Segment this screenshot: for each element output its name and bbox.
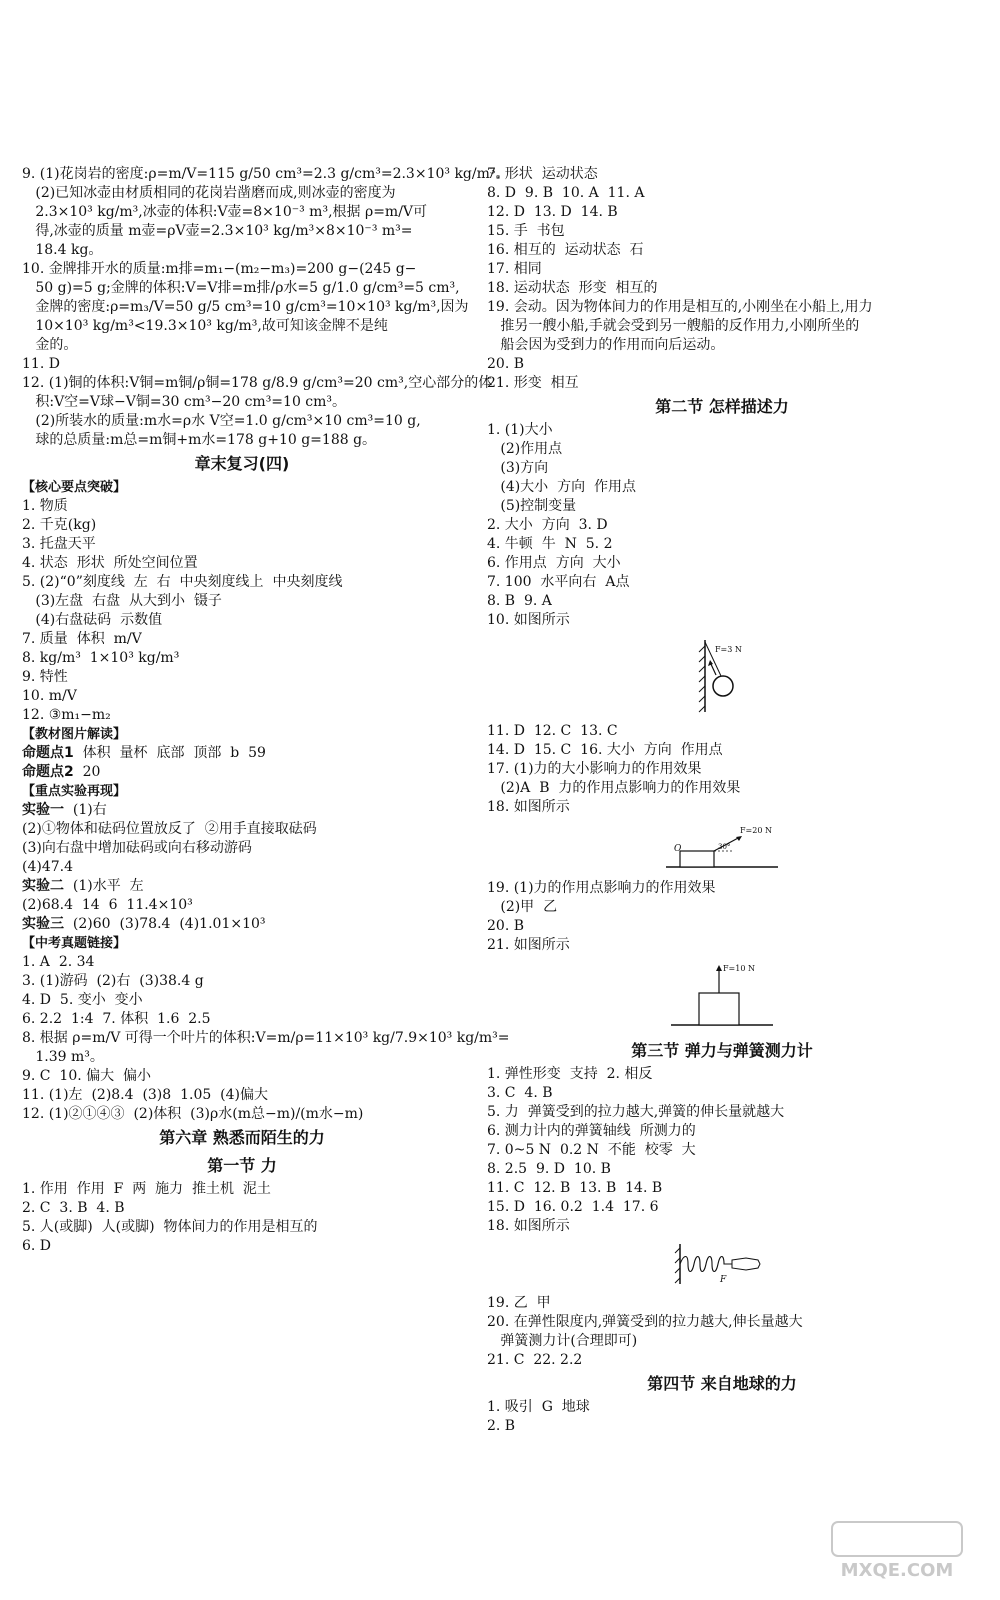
- answer-line: 1. 作用 作用 F 两 施力 推土机 泥土: [22, 1181, 271, 1197]
- wall-hatching: [699, 646, 705, 712]
- angle-label: 30°: [718, 843, 731, 851]
- experiment-label: 实验三: [22, 916, 64, 932]
- section-heading-s2: 第二节 怎样描述力: [655, 397, 789, 416]
- answer-line: 14. D 15. C 16. 大小 方向 作用点: [487, 742, 723, 758]
- answer-line: 3. C 4. B: [487, 1085, 553, 1101]
- answer-line: 9. (1)花岗岩的密度:ρ=m/V=115 g/50 cm³=2.3 g/cm³=2.3×10³ kg/m³。: [22, 166, 510, 182]
- answers-block-d: [487, 879, 957, 955]
- answer-line: 2. C 3. B 4. B: [22, 1200, 125, 1216]
- answer-line: (3)方向: [487, 460, 549, 476]
- figure-ball-on-wall: [687, 634, 757, 716]
- answer-line: (5)控制变量: [487, 498, 577, 514]
- experiment-label: 实验二: [22, 878, 64, 894]
- point-text: 20: [73, 764, 101, 780]
- box-shape: [680, 851, 714, 867]
- answer-line: [22, 915, 462, 934]
- hand-shape: [732, 1258, 760, 1270]
- answer-line: 1. 弹性形变 支持 2. 相反: [487, 1066, 653, 1082]
- force-label: F=3 N: [715, 645, 742, 654]
- answer-line: (2)甲 乙: [487, 899, 558, 915]
- answer-line: 12. ③m₁−m₂: [22, 707, 111, 723]
- answers-block-d: [22, 953, 510, 1124]
- answer-line: 6. 2.2 1:4 7. 体积 1.6 2.5: [22, 1011, 211, 1027]
- answer-line: 7. 0~5 N 0.2 N 不能 校零 大: [487, 1142, 696, 1158]
- section-heading-s4: 第四节 来自地球的力: [647, 1374, 797, 1393]
- spring-coil: [680, 1257, 732, 1272]
- answer-line: 9. 特性: [22, 669, 68, 685]
- answer-line: 8. B 9. A: [487, 593, 552, 609]
- answer-line: 5. (2)“0”刻度线 左 右 中央刻度线上 中央刻度线: [22, 574, 343, 590]
- answer-line: (2)作用点: [487, 441, 563, 457]
- answer-line: 1.39 m³。: [22, 1049, 104, 1065]
- bracket-heading-core: 【核心要点突破】: [22, 480, 127, 495]
- answer-line: 21. 形变 相互: [487, 375, 579, 391]
- answer-line: (2)所装水的质量:m水=ρ水 V空=1.0 g/cm³×10 cm³=10 g,: [22, 413, 421, 429]
- answer-line: 12. (1)②①④③ (2)体积 (3)ρ水(m总−m)/(m水−m): [22, 1106, 364, 1122]
- answer-line: 10×10³ kg/m³<19.3×10³ kg/m³,故可知该金牌不是纯: [22, 318, 388, 334]
- answer-line: 19. (1)力的作用点影响力的作用效果: [487, 880, 716, 896]
- answer-line: 10. 金牌排开水的质量:m排=m₁−(m₂−m₃)=200 g−(245 g−: [22, 261, 417, 277]
- answer-line: 8. 根据 ρ=m/V 可得一个叶片的体积:V=m/ρ=11×10³ kg/7.9×10³ kg/m³=: [22, 1030, 510, 1046]
- figure-box-pulled: [662, 821, 782, 873]
- answer-line: (3)左盘 右盘 从大到小 镊子: [22, 593, 222, 609]
- answer-line: (4)47.4: [22, 859, 74, 875]
- watermark-frame: [832, 1522, 962, 1556]
- answer-line: 3. 托盘天平: [22, 536, 96, 552]
- bracket-heading-exam: 【中考真题链接】: [22, 936, 127, 951]
- section-heading-s1: 第一节 力: [207, 1156, 277, 1175]
- answer-line: (2)①物体和砝码位置放反了 ②用手直接取砝码: [22, 821, 317, 837]
- answer-line: 5. 人(或脚) 人(或脚) 物体间力的作用是相互的: [22, 1219, 318, 1235]
- answer-line: 推另一艘小船,手就会受到另一艘船的反作用力,小刚所坐的: [487, 318, 860, 334]
- answer-line: 5. 力 弹簧受到的拉力越大,弹簧的伸长量就越大: [487, 1104, 785, 1120]
- answer-line: 球的总质量:m总=m铜+m水=178 g+10 g=188 g。: [22, 432, 377, 448]
- answer-line: (2)已知冰壶由材质相同的花岗岩凿磨而成,则冰壶的密度为: [22, 185, 396, 201]
- answer-line: 7. 质量 体积 m/V: [22, 631, 142, 647]
- answer-line: (4)大小 方向 作用点: [487, 479, 636, 495]
- answer-line: 1. A 2. 34: [22, 954, 95, 970]
- answer-line: 12. (1)铜的体积:V铜=m铜/ρ铜=178 g/8.9 g/cm³=20 cm³,空心部分的体: [22, 375, 493, 391]
- answers-block-b: [487, 421, 957, 630]
- answer-line: 17. 相同: [487, 261, 542, 277]
- ball-shape: [713, 676, 733, 696]
- answer-line: 21. C 22. 2.2: [487, 1352, 583, 1368]
- answers-block-f: [487, 1294, 957, 1370]
- answer-line: 11. (1)左 (2)8.4 (3)8 1.05 (4)偏大: [22, 1087, 268, 1103]
- answer-line: 4. 状态 形状 所处空间位置: [22, 555, 198, 571]
- answer-line: 6. D: [22, 1238, 52, 1254]
- force-label: F=10 N: [723, 964, 755, 973]
- answer-line: 2. 千克(kg): [22, 517, 97, 533]
- answer-line: [22, 744, 462, 763]
- answer-line: 18. 运动状态 形变 相互的: [487, 280, 658, 296]
- figure-box-upward-force: [667, 959, 777, 1031]
- answer-line: 9. C 10. 偏大 偏小: [22, 1068, 152, 1084]
- point-label: 命题点2: [22, 764, 74, 780]
- answers-block-e: [487, 1065, 957, 1236]
- answer-line: 21. 如图所示: [487, 937, 570, 953]
- section-heading-review: 章末复习(四): [194, 454, 290, 473]
- answer-line: 2. 大小 方向 3. D: [487, 517, 608, 533]
- answer-line: 19. 乙 甲: [487, 1295, 551, 1311]
- answer-line: 18. 如图所示: [487, 1218, 570, 1234]
- answer-line: 20. B: [487, 356, 525, 372]
- force-label: F=20 N: [740, 826, 772, 835]
- answer-line: 11. D 12. C 13. C: [487, 723, 618, 739]
- answer-line: 6. 作用点 方向 大小: [487, 555, 621, 571]
- arrow-head: [708, 660, 713, 666]
- answer-line: 10. m/V: [22, 688, 77, 704]
- answer-line: 得,冰壶的质量 m壶=ρV壶=2.3×10³ kg/m³×8×10⁻³ m³=: [22, 223, 413, 239]
- answer-line: 7. 形状 运动状态: [487, 166, 598, 182]
- answer-line: 3. (1)游码 (2)右 (3)38.4 g: [22, 973, 204, 989]
- answer-line: 8. D 9. B 10. A 11. A: [487, 185, 645, 201]
- answer-line: 4. D 5. 变小 变小: [22, 992, 143, 1008]
- answer-line: 8. kg/m³ 1×10³ kg/m³: [22, 650, 180, 666]
- watermark-logo: [812, 1520, 982, 1580]
- answer-line: 50 g)=5 g;金牌的体积:V=V排=m排/ρ水=5 g/1.0 g/cm³=5 cm³,: [22, 280, 460, 296]
- answer-line: 15. 手 书包: [487, 223, 565, 239]
- answer-line: 18. 如图所示: [487, 799, 570, 815]
- answer-line: (2)A B 力的作用点影响力的作用效果: [487, 780, 741, 796]
- answers-block-g: [487, 1398, 957, 1436]
- section-heading-s3: 第三节 弹力与弹簧测力计: [631, 1041, 813, 1060]
- force-label: F: [720, 1275, 727, 1285]
- answer-line: [22, 763, 462, 782]
- answer-line: (3)向右盘中增加砝码或向右移动游码: [22, 840, 252, 856]
- answer-line: 1. 吸引 G 地球: [487, 1399, 590, 1415]
- answer-line: 金的。: [22, 337, 78, 353]
- answer-line: 2.3×10³ kg/m³,冰壶的体积:V壶=8×10⁻³ m³,根据 ρ=m/V可: [22, 204, 428, 220]
- answer-line: 16. 相互的 运动状态 石: [487, 242, 644, 258]
- bracket-heading-figures: 【教材图片解读】: [22, 727, 127, 742]
- point-text: 体积 量杯 底部 顶部 b 59: [73, 745, 266, 761]
- answer-line: 18.4 kg。: [22, 242, 103, 258]
- chapter-heading: 第六章 熟悉而陌生的力: [159, 1128, 325, 1147]
- answer-line: 10. 如图所示: [487, 612, 570, 628]
- answer-line: 6. 测力计内的弹簧轴线 所测力的: [487, 1123, 696, 1139]
- answer-line: 11. C 12. B 13. B 14. B: [487, 1180, 663, 1196]
- experiment-text: (1)水平 左: [64, 878, 144, 894]
- experiment-text: (1)右: [64, 802, 107, 818]
- figure-spring-hand: [672, 1240, 772, 1288]
- answer-line: (4)右盘砝码 示数值: [22, 612, 163, 628]
- answer-line: 20. B: [487, 918, 525, 934]
- answer-line: 弹簧测力计(合理即可): [487, 1333, 638, 1349]
- answer-line: 1. 物质: [22, 498, 68, 514]
- answer-line: [22, 877, 462, 896]
- answer-line: 20. 在弹性限度内,弹簧受到的拉力越大,伸长量越大: [487, 1314, 803, 1330]
- watermark-text: MXQE.COM: [840, 1560, 954, 1580]
- answer-line: 船会因为受到力的作用而向后运动。: [487, 337, 725, 353]
- answer-line: 12. D 13. D 14. B: [487, 204, 618, 220]
- bracket-heading-experiments: 【重点实验再现】: [22, 784, 127, 799]
- answers-block-e: [22, 1180, 462, 1256]
- point-o-label: O: [674, 844, 682, 854]
- right-column: [487, 165, 957, 1436]
- answer-line: (2)68.4 14 6 11.4×10³: [22, 897, 193, 913]
- answer-line: 7. 100 水平向右 A点: [487, 574, 630, 590]
- answer-line: [22, 801, 462, 820]
- answer-line: 金牌的密度:ρ=m₃/V=50 g/5 cm³=10 g/cm³=10×10³ kg/m³,因为: [22, 299, 469, 315]
- experiment-label: 实验一: [22, 802, 64, 818]
- answer-line: 11. D: [22, 356, 60, 372]
- answers-block-a: [487, 165, 957, 393]
- arrow-head: [716, 965, 722, 971]
- box-shape: [699, 993, 739, 1025]
- answer-line: 4. 牛顿 牛 N 5. 2: [487, 536, 613, 552]
- answer-line: 17. (1)力的大小影响力的作用效果: [487, 761, 702, 777]
- answer-line: 1. (1)大小: [487, 422, 553, 438]
- experiment-text: (2)60 (3)78.4 (4)1.01×10³: [64, 916, 266, 932]
- answer-line: 15. D 16. 0.2 1.4 17. 6: [487, 1199, 659, 1215]
- answer-line: 19. 会动。因为物体间力的作用是相互的,小刚坐在小船上,用力: [487, 299, 873, 315]
- answers-block-c: [487, 722, 957, 817]
- answers-block-b: [22, 497, 462, 725]
- point-label: 命题点1: [22, 745, 74, 761]
- answer-line: 8. 2.5 9. D 10. B: [487, 1161, 611, 1177]
- answer-line: 积:V空=V球−V铜=30 cm³−20 cm³=10 cm³。: [22, 394, 347, 410]
- answer-line: 2. B: [487, 1418, 516, 1434]
